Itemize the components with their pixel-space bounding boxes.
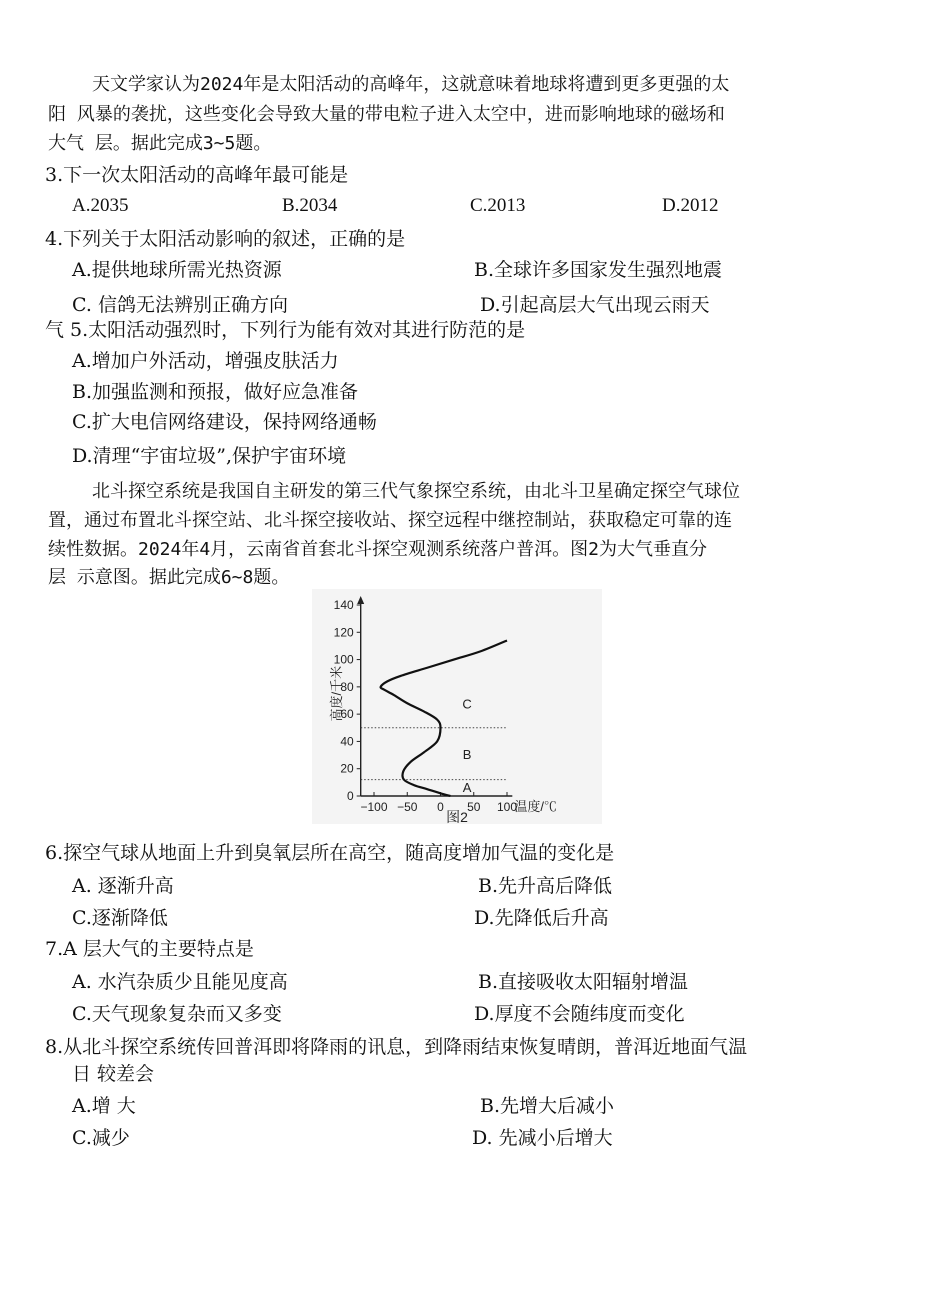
q6-option-b: B.先升高后降低 bbox=[478, 875, 613, 897]
passage2-line2: 置，通过布置北斗探空站、北斗探空接收站、探空远程中继控制站，获取稳定可靠的连 bbox=[48, 510, 732, 531]
q7-option-c: C.天气现象复杂而又多变 bbox=[72, 1003, 282, 1025]
passage2-line3: 续性数据。2024年4月，云南省首套北斗探空观测系统落户普洱。图2为大气垂直分 bbox=[48, 539, 708, 560]
q6-option-c: C.逐渐降低 bbox=[72, 907, 168, 929]
passage1-line1: 天文学家认为2024年是太阳活动的高峰年，这就意味着地球将遭到更多更强的太 bbox=[92, 74, 730, 95]
q8-option-c: C.减少 bbox=[72, 1127, 130, 1149]
y-tick-label: 60 bbox=[340, 707, 354, 722]
q6-option-d: D.先降低后升高 bbox=[474, 907, 609, 929]
q5-option-b: B.加强监测和预报，做好应急准备 bbox=[72, 381, 359, 403]
x-tick-label: −50 bbox=[397, 800, 418, 814]
y-tick-label: 40 bbox=[340, 734, 354, 749]
y-tick-label: 120 bbox=[333, 625, 354, 640]
figure-caption: 图2 bbox=[446, 809, 468, 824]
passage2-line1: 北斗探空系统是我国自主研发的第三代气象探空系统，由北斗卫星确定探空气球位 bbox=[92, 481, 740, 502]
q3-option-b: B.2034 bbox=[282, 195, 338, 216]
q7-stem: 7.A 层大气的主要特点是 bbox=[45, 938, 254, 960]
passage2-line4: 层 示意图。据此完成6~8题。 bbox=[48, 567, 290, 588]
q6-stem: 6.探空气球从地面上升到臭氧层所在高空，随高度增加气温的变化是 bbox=[45, 842, 615, 864]
q5-option-d: D.清理“宇宙垃圾”,保护宇宙环境 bbox=[72, 445, 347, 467]
figure-atmosphere-layers bbox=[312, 589, 602, 824]
q4-option-d: D.引起高层大气出现云雨天 bbox=[480, 294, 710, 316]
y-tick-label: 0 bbox=[347, 789, 354, 803]
q8-stem-line2: 日 较差会 bbox=[72, 1063, 155, 1085]
q4-option-b: B.全球许多国家发生强烈地震 bbox=[474, 259, 723, 281]
y-axis-label: 高度/千米 bbox=[329, 665, 344, 722]
q5-option-c: C.扩大电信网络建设，保持网络通畅 bbox=[72, 411, 377, 433]
q3-option-d: D.2012 bbox=[662, 195, 719, 216]
q7-option-a: A. 水汽杂质少且能见度高 bbox=[72, 971, 288, 993]
passage1-line3: 大气 层。据此完成3~5题。 bbox=[48, 133, 272, 154]
q5-option-a: A.增加户外活动，增强皮肤活力 bbox=[72, 350, 339, 372]
q7-option-b: B.直接吸收太阳辐射增温 bbox=[478, 971, 689, 993]
q4-stem: 4.下列关于太阳活动影响的叙述，正确的是 bbox=[45, 228, 406, 250]
layer-label-a: A bbox=[462, 779, 472, 795]
q3-option-a: A.2035 bbox=[72, 195, 129, 216]
layer-label-b: B bbox=[462, 747, 472, 763]
x-tick-label: 0 bbox=[437, 800, 444, 814]
y-tick-label: 20 bbox=[340, 761, 354, 776]
q5-stem: 气 5.太阳活动强烈时，下列行为能有效对其进行防范的是 bbox=[45, 319, 526, 341]
y-tick-label: 100 bbox=[333, 652, 354, 667]
q4-option-a: A.提供地球所需光热资源 bbox=[72, 259, 282, 281]
q4-option-c: C. 信鸽无法辨别正确方向 bbox=[72, 294, 288, 316]
x-tick-label: 50 bbox=[467, 800, 481, 814]
y-tick-label: 80 bbox=[340, 679, 354, 694]
q8-option-d: D. 先减小后增大 bbox=[472, 1127, 613, 1149]
q3-option-c: C.2013 bbox=[470, 195, 526, 216]
temperature-height-chart bbox=[312, 589, 602, 824]
q3-stem: 3.下一次太阳活动的高峰年最可能是 bbox=[45, 164, 349, 186]
passage1-line2: 阳 风暴的袭扰，这些变化会导致大量的带电粒子进入太空中，进而影响地球的磁场和 bbox=[48, 104, 725, 125]
q6-option-a: A. 逐渐升高 bbox=[72, 875, 174, 897]
y-tick-label: 140 bbox=[333, 598, 354, 612]
q8-option-a: A.增 大 bbox=[72, 1095, 136, 1117]
x-tick-label: −100 bbox=[360, 800, 388, 814]
layer-label-c: C bbox=[462, 696, 472, 712]
q7-option-d: D.厚度不会随纬度而变化 bbox=[474, 1003, 685, 1025]
x-axis-label: 温度/℃ bbox=[514, 799, 557, 814]
x-tick-label: 100 bbox=[496, 800, 518, 814]
figure-background bbox=[312, 589, 602, 824]
q8-stem-line1: 8.从北斗探空系统传回普洱即将降雨的讯息，到降雨结束恢复晴朗，普洱近地面气温 bbox=[45, 1036, 748, 1058]
q8-option-b: B.先增大后减小 bbox=[480, 1095, 615, 1117]
